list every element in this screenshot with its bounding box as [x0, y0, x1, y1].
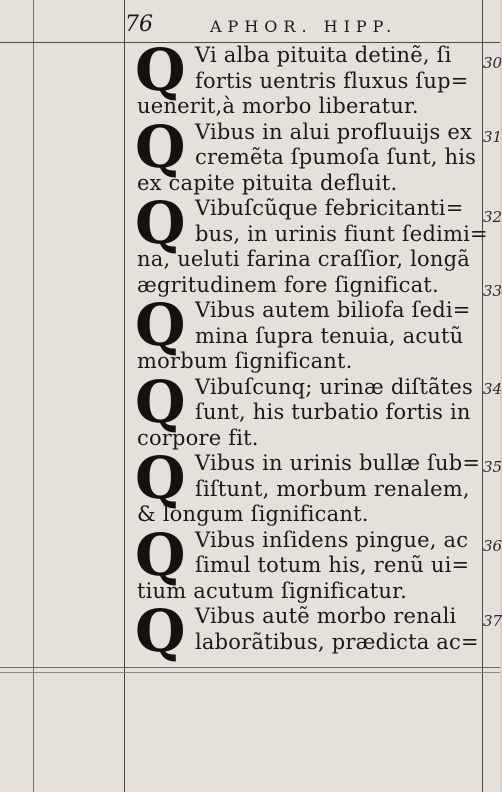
drop-cap-initial: Q [135, 597, 186, 665]
aphorism-33 [135, 291, 482, 375]
aphorism-line: ſimul totum his, renũ ui= [195, 553, 470, 577]
aphorism-37 [135, 597, 482, 665]
aphorism-line: Vibus in urinis bullæ ſub= [195, 451, 481, 475]
aphorism-30 [135, 36, 482, 120]
aphorism-line: & longum ſignificant. [137, 502, 369, 526]
aphorism-line: bus, in urinis fiunt ſedimi= [195, 221, 488, 246]
aphorism-line: ægritudinem fore ſignificat. [137, 272, 439, 297]
aphorism-line: Vibuſcunq; urinæ diſtãtes [195, 374, 474, 399]
margin-number: 31 [483, 128, 502, 146]
aphorism-line: tium acutum ſignificatur. [137, 578, 407, 603]
aphorism-line: cremẽta ſpumoſa ſunt, his [195, 145, 477, 169]
margin-number: 37 [483, 612, 502, 630]
aphorism-line: Vibus inſidens pingue, ac [195, 527, 469, 552]
aphorism-line: Vibus in alui profluuijs ex [195, 119, 473, 144]
drop-cap-initial: Q [135, 520, 186, 589]
margin-number: 35 [483, 458, 502, 476]
running-head: APHOR. HIPP. [210, 17, 398, 36]
frame-rule-inner [124, 0, 125, 792]
aphorism-32 [135, 189, 488, 298]
margin-number: 30 [483, 54, 502, 72]
drop-cap-initial: Q [135, 444, 186, 512]
aphorism-line: ſiſtunt, morbum renalem, [195, 476, 470, 501]
aphorism-line: Vibus autẽ morbo renali [195, 604, 457, 628]
aphorism-36 [135, 520, 482, 605]
frame-rule-left [33, 0, 34, 792]
drop-cap-initial: Q [135, 291, 186, 359]
aphorism-line: fortis uentris fluxus ſup= [195, 68, 469, 93]
page-number: 76 [125, 12, 153, 37]
aphorism-line: morbum ſignificant. [137, 349, 353, 373]
aphorism-line: mina ſupra tenuia, acutũ [195, 323, 464, 348]
aphorism-text-block [135, 36, 488, 665]
aphorism-line: ex capite pituita defluit. [137, 170, 398, 195]
aphorism-line: Vibus autem biliofa ſedi= [195, 298, 471, 322]
aphorism-line: Vibuſcũque febricitanti= [195, 196, 464, 220]
frame-rule-bottom [0, 667, 500, 668]
frame-rule-bottom-2 [0, 672, 500, 673]
page-header [125, 8, 480, 38]
aphorism-34 [135, 367, 482, 452]
margin-number: 36 [483, 537, 502, 555]
drop-cap-initial: Q [135, 367, 186, 436]
aphorism-line: laborãtibus, prædicta ac= [195, 629, 479, 654]
drop-cap-initial: Q [135, 36, 186, 104]
margin-number: 33 [483, 282, 502, 300]
aphorism-line: Vi alba pituita detinẽ, ſi [195, 43, 452, 67]
margin-number: 32 [483, 208, 502, 226]
aphorism-35 [135, 444, 482, 528]
aphorism-line: na, ueluti farina craſſior, longã [137, 247, 470, 271]
aphorism-line: corpore fit. [137, 425, 259, 450]
aphorism-line: uenerit,à morbo liberatur. [137, 94, 419, 118]
drop-cap-initial: Q [135, 112, 186, 181]
aphorism-31 [135, 112, 482, 197]
margin-number: 34 [483, 380, 502, 398]
aphorism-line: ſunt, his turbatio fortis in [195, 400, 471, 424]
drop-cap-initial: Q [135, 189, 186, 257]
